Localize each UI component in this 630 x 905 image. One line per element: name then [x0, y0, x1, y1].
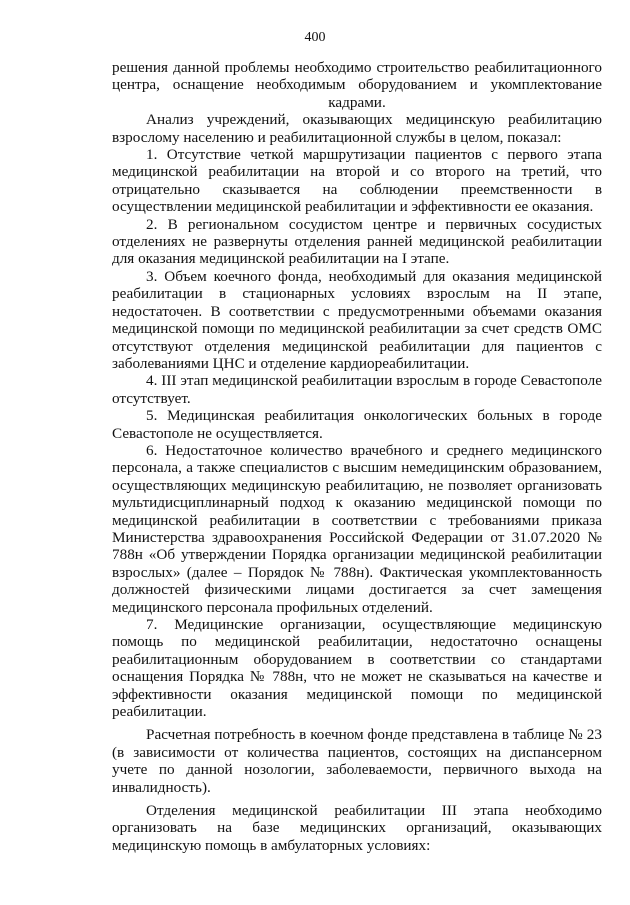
- paragraph-continuation: решения данной проблемы необходимо строительство реабилитационного центра, оснащение необходимым оборудованием и укомплектование кадрами.: [112, 59, 602, 111]
- paragraph-item-3: 3. Объем коечного фонда, необходимый для оказания медицинской реабилитации в стационарных условиях взрослым на II этапе, недостаточен. В соответствии с предусмотренными объемами оказания медицинской помощи по медицинской реабилитации за счет средств ОМС отсутствуют отделения медицинской реабилитации для пациентов с заболеваниями ЦНС и отделение кардиореабилитации.: [112, 267, 602, 372]
- paragraph-bed-capacity: Расчетная потребность в коечном фонде представлена в таблице № 23 (в зависимости от количества пациентов, состоящих на диспансерном учете по данной нозологии, заболеваемости, первичного выхода на инвалидность).: [112, 726, 602, 796]
- paragraph-item-7: 7. Медицинские организации, осуществляющие медицинскую помощь по медицинской реабилитации, недостаточно оснащены реабилитационным оборудованием в соответствии со стандартами оснащения Порядка № 788н, что не может не сказываться на качестве и эффективности оказания медицинской помощи по медицинской реабилитации.: [112, 616, 602, 721]
- page-number: 400: [304, 30, 326, 45]
- paragraph-analysis-intro: Анализ учреждений, оказывающих медицинскую реабилитацию взрослому населению и реабилитационной службы в целом, показал:: [112, 111, 602, 146]
- paragraph-item-2: 2. В региональном сосудистом центре и первичных сосудистых отделениях не развернуты отделения ранней медицинской реабилитации для оказания медицинской реабилитации на I этапе.: [112, 215, 602, 268]
- paragraph-item-5: 5. Медицинская реабилитация онкологических больных в городе Севастополе не осуществляется.: [112, 407, 602, 442]
- paragraph-item-4: 4. III этап медицинской реабилитации взрослым в городе Севастополе отсутствует.: [112, 372, 602, 407]
- paragraph-item-6: 6. Недостаточное количество врачебного и среднего медицинского персонала, а также специалистов с высшим немедицинским образованием, осуществляющих медицинскую реабилитацию, не позволяет организовать мультидисциплинарный подход к оказанию медицинской помощи по медицинской реабилитации в соответствии с требованиями приказа Министерства здравоохранения Российской Федерации от 31.07.2020 № 788н «Об утверждении Порядка организации медицинской реабилитации взрослых» (далее – Порядок № 788н). Фактическая укомплектованность должностей физическими лицами достигается за счет замещения медицинского персонала профильных отделений.: [112, 441, 602, 616]
- paragraph-stage-three-departments: Отделения медицинской реабилитации III этапа необходимо организовать на базе медицинских организаций, оказывающих медицинскую помощь в амбулаторных условиях:: [112, 802, 602, 854]
- paragraph-item-1: 1. Отсутствие четкой маршрутизации пациентов с первого этапа медицинской реабилитации на второй и со второго на третий, что отрицательно сказывается на соблюдении преемственности в осуществлении медицинской реабилитации и эффективности ее оказания.: [112, 146, 602, 216]
- document-body: [112, 59, 602, 854]
